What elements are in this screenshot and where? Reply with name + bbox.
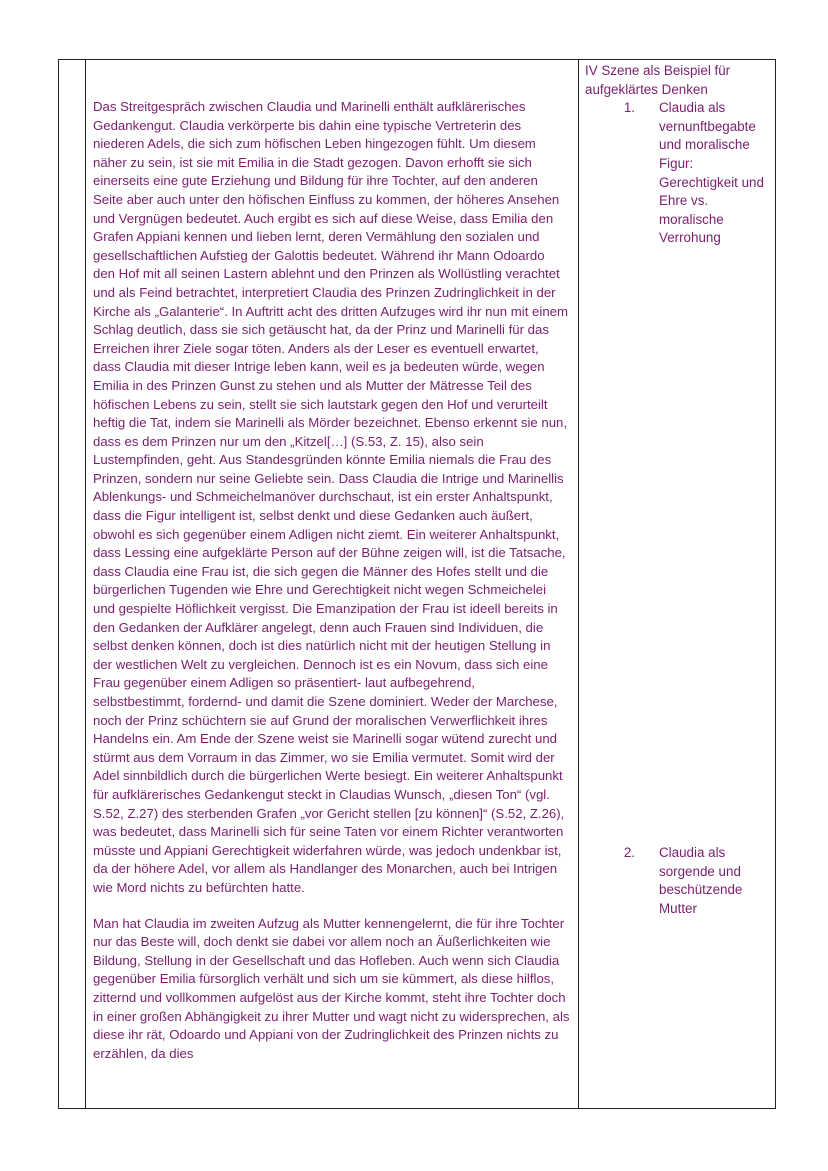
notes-heading: IV Szene als Beispiel für aufgeklärtes Denken bbox=[585, 63, 731, 97]
note-number: 1. bbox=[623, 100, 635, 116]
paragraph-mother: Man hat Claudia im zweiten Aufzug als Mutter kennengelernt, die für ihre Tochter nur das Beste will, doch denkt sie dabei vor allem noch an Äußerlichkeiten wie Bildung, Stellung in der Gesellschaft und das Hofleben. Auch wenn sich Claudia gegenüber Emilia fürsorglich verhält und sich um sie kümmert, als diese hilflos, zitternd und vollkommen aufgelöst aus der Kirche kommt, steht ihre Tochter doch in einer großen Abhängigkeit zu ihrer Mutter und wagt nicht zu widersprechen, als diese ihr rät, Odoardo und Appiani von der Zudringlichkeit des Prinzen nichts zu erzählen, da dies bbox=[93, 915, 570, 1061]
note-text: Claudia als vernunftbegabte und moralische Figur: Gerechtigkeit und Ehre vs. moralische Verrohung bbox=[659, 100, 764, 246]
notes-column bbox=[579, 60, 776, 1109]
note-number: 2. bbox=[623, 844, 635, 860]
paragraph-analysis: Das Streitgespräch zwischen Claudia und Marinelli enthält aufklärerisches Gedankengut. Claudia verkörperte bis dahin eine typische Vertreterin des niederen Adels, die sich zum höfischen Leben hingezogen fühlt. Um diesem näher zu sein, ist sie mit Emilia in die Stadt gezogen. Davon erhofft sie sich einerseits eine gute Erziehung und Bildung für ihre Tochter, auf den anderen Seite aber auch unter den höfischen Einfluss zu kommen, der höheres Ansehen und Vergnügen bedeutet. Auch ergibt es sich auf diese Weise, dass Emilia den Grafen Appiani kennen und lieben lernt, deren Vermählung den sozialen und gesellschaftlichen Aufstieg der Galottis bedeutet. Während ihr Mann Odoardo den Hof mit all seinen Lastern ablehnt und den Prinzen als Wollüstling verachtet und als Feind betrachtet, interpretiert Claudia des Prinzen Zudringlichkeit in der Kirche als „Galanterie“. In Auftritt acht des dritten Aufzuges wird ihr nun mit einem Schlag deutlich, dass sie sich getäuscht hat, da der Prinz und Marinelli für das Erreichen ihrer Ziele sogar töten. Anders als der Leser es eventuell erwartet, dass Claudia mit dieser Intrige leben kann, weil es ja bedeuten würde, wegen Emilia in des Prinzen Gunst zu stehen und als Mutter der Mätresse Teil des höfischen Lebens zu sein, stellt sie sich lautstark gegen den Hof und verurteilt heftig die Tat, indem sie Marinelli als Mörder bezeichnet. Ebenso erkennt sie nun, dass es dem Prinzen nur um den „Kitzel[…] (S.53, Z. 15), also sein Lustempfinden, geht. Aus Standesgründen könnte Emilia niemals die Frau des Prinzen, sondern nur seine Geliebte sein. Dass Claudia die Intrige und Marinellis Ablenkungs- und Schmeichelmanöver durchschaut, ist ein erster Anhaltspunkt, dass die Figur intelligent ist, selbst denkt und diese Gedanken auch äußert, obwohl es sich gegenüber einem Adligen nicht ziemt. Ein weiterer Anhaltspunkt, dass Lessing eine aufgeklärte Person auf der Bühne zeigen will, ist die Tatsache, dass Claudia eine Frau ist, die sich gegen die Männer des Hofes stellt und die bürgerlichen Tugenden wie Ehre und Gerechtigkeit nicht wegen Schmeichelei und gespielte Höflichkeit vergisst. Die Emanzipation der Frau ist ideell bereits in den Gedanken der Aufklärer angelegt, denn auch Frauen sind Individuen, die selbst denken können, doch ist dies natürlich nicht mit der heutigen Stellung in der westlichen Welt zu vergleichen. Dennoch ist es ein Novum, dass sich eine Frau gegenüber einem Adligen so präsentiert- laut aufbegehrend, selbstbestimmt, fordernd- und damit die Szene dominiert. Weder der Marchese, noch der Prinz schüchtern sie auf Grund der moralischen Verwerflichkeit ihres Handelns ein. Am Ende der Szene weist sie Marinelli sogar wütend zurecht und stürmt aus dem Vorraum in das Zimmer, wo sie Emilia vermutet. Somit wird der Adel sinnbildlich durch die bürgerlichen Werte besiegt. Ein weiterer Anhaltspunkt für aufklärerisches Gedankengut steckt in Claudias Wunsch, „diesen Ton“ (vgl. S.52, Z.27) des sterbenden Grafen „vor Gericht stellen [zu können]“ (S.52, Z.26), was bedeutet, dass Marinelli sich für seine Taten vor einem Richter verantworten müsste und Appiani Gerechtigkeit widerfahren würde, was jedoch undenkbar ist, da der höhere Adel, vor allem als Handlanger des Monarchen, auch bei Intrigen wie Mord nichts zu befürchten hatte. bbox=[93, 99, 568, 895]
document-table bbox=[58, 59, 776, 1109]
main-text-column bbox=[86, 60, 579, 1109]
note-item bbox=[585, 99, 771, 248]
note-text: Claudia als sorgende und beschützende Mutter bbox=[659, 844, 743, 916]
margin-column bbox=[59, 60, 86, 1109]
note-item bbox=[585, 844, 771, 918]
